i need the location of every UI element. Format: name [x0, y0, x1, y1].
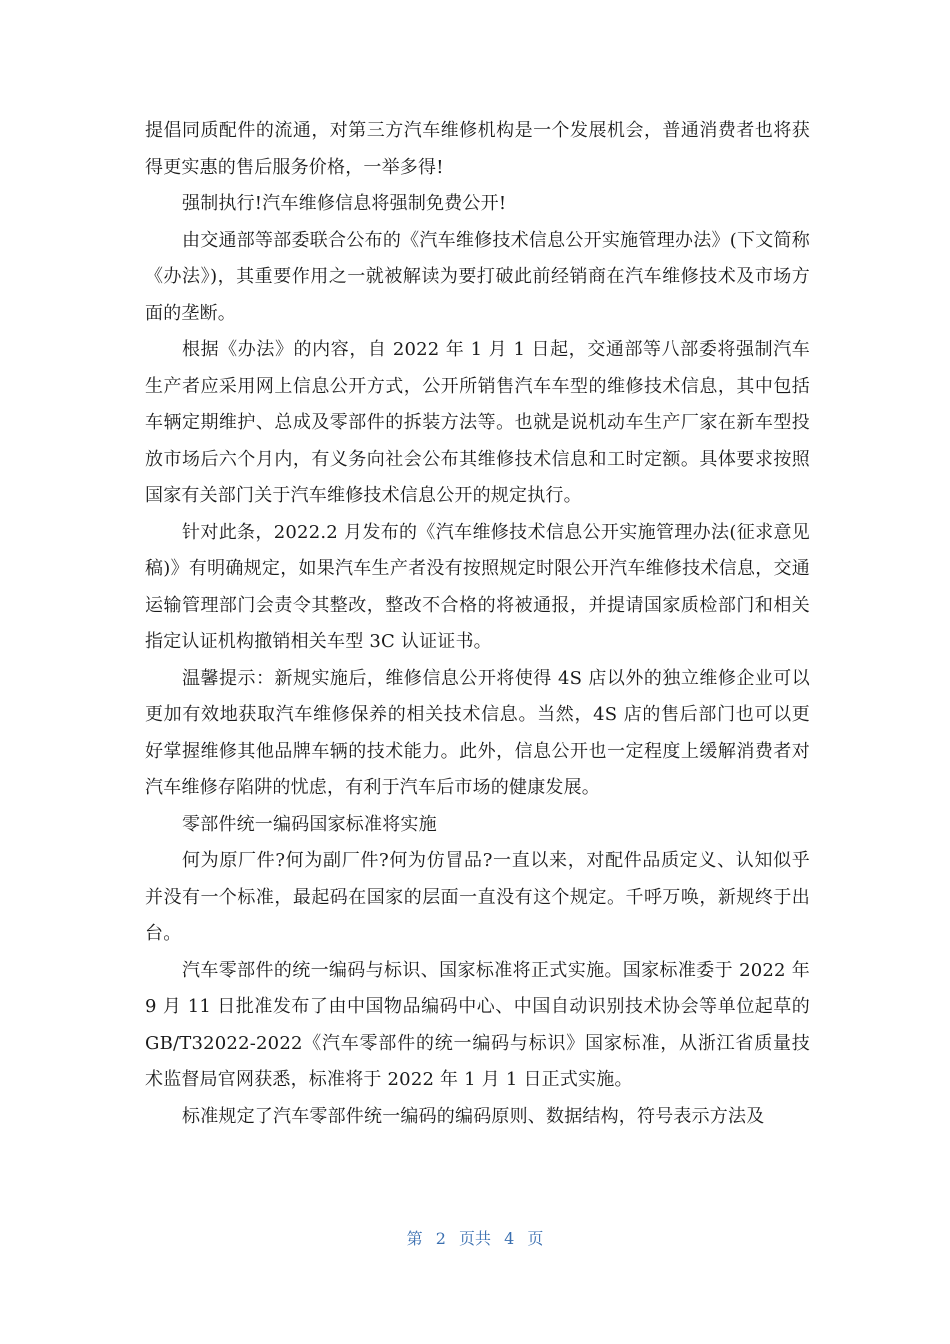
paragraph-5: 针对此条，2022.2 月发布的《汽车维修技术信息公开实施管理办法(征求意见稿)》有明确规定，如果汽车生产者没有按照规定时限公开汽车维修技术信息，交通运输管理部门会责令其整改，整改不合格的将被通报，并提请国家质检部门和相关指定认证机构撤销相关车型 3C 认证证书。: [145, 521, 810, 652]
paragraph-9: 汽车零部件的统一编码与标识、国家标准将正式实施。国家标准委于 2022 年 9 月 11 日批准发布了由中国物品编码中心、中国自动识别技术协会等单位起草的 GB/T32022-2022《汽车零部件的统一编码与标识》国家标准，从浙江省质量技术监督局官网获悉，标准将于 2022 年 1 月 1 日正式实施。: [145, 959, 810, 1090]
paragraph-4: 根据《办法》的内容，自 2022 年 1 月 1 日起，交通部等八部委将强制汽车生产者应采用网上信息公开方式，公开所销售汽车车型的维修技术信息，其中包括车辆定期维护、总成及零部件的拆装方法等。也就是说机动车生产厂家在新车型投放市场后六个月内，有义务向社会公布其维修技术信息和工时定额。具体要求按照国家有关部门关于汽车维修技术信息公开的规定执行。: [145, 339, 810, 506]
paragraph-8: 何为原厂件?何为副厂件?何为仿冒品?一直以来，对配件品质定义、认知似乎并没有一个标准，最起码在国家的层面一直没有这个规定。千呼万唤，新规终于出台。: [145, 850, 810, 944]
page-number-footer: 第 2 页共 4 页: [406, 1229, 544, 1248]
paragraph-6: 温馨提示：新规实施后，维修信息公开将使得 4S 店以外的独立维修企业可以更加有效地获取汽车维修保养的相关技术信息。当然，4S 店的售后部门也可以更好掌握维修其他品牌车辆的技术能力。此外，信息公开也一定程度上缓解消费者对汽车维修存陷阱的忧虑，有利于汽车后市场的健康发展。: [145, 667, 810, 798]
document-body: [145, 113, 810, 1135]
section-heading: 零部件统一编码国家标准将实施: [182, 813, 437, 835]
paragraph-2: 强制执行!汽车维修信息将强制免费公开!: [182, 193, 507, 214]
paragraph-3: 由交通部等部委联合公布的《汽车维修技术信息公开实施管理办法》(下文简称《办法》)，其重要作用之一就被解读为要打破此前经销商在汽车维修技术及市场方面的垄断。: [145, 229, 810, 324]
paragraph-10: 标准规定了汽车零部件统一编码的编码原则、数据结构，符号表示方法及: [182, 1105, 765, 1127]
paragraph-1: 提倡同质配件的流通，对第三方汽车维修机构是一个发展机会，普通消费者也将获得更实惠的售后服务价格，一举多得!: [145, 120, 810, 178]
